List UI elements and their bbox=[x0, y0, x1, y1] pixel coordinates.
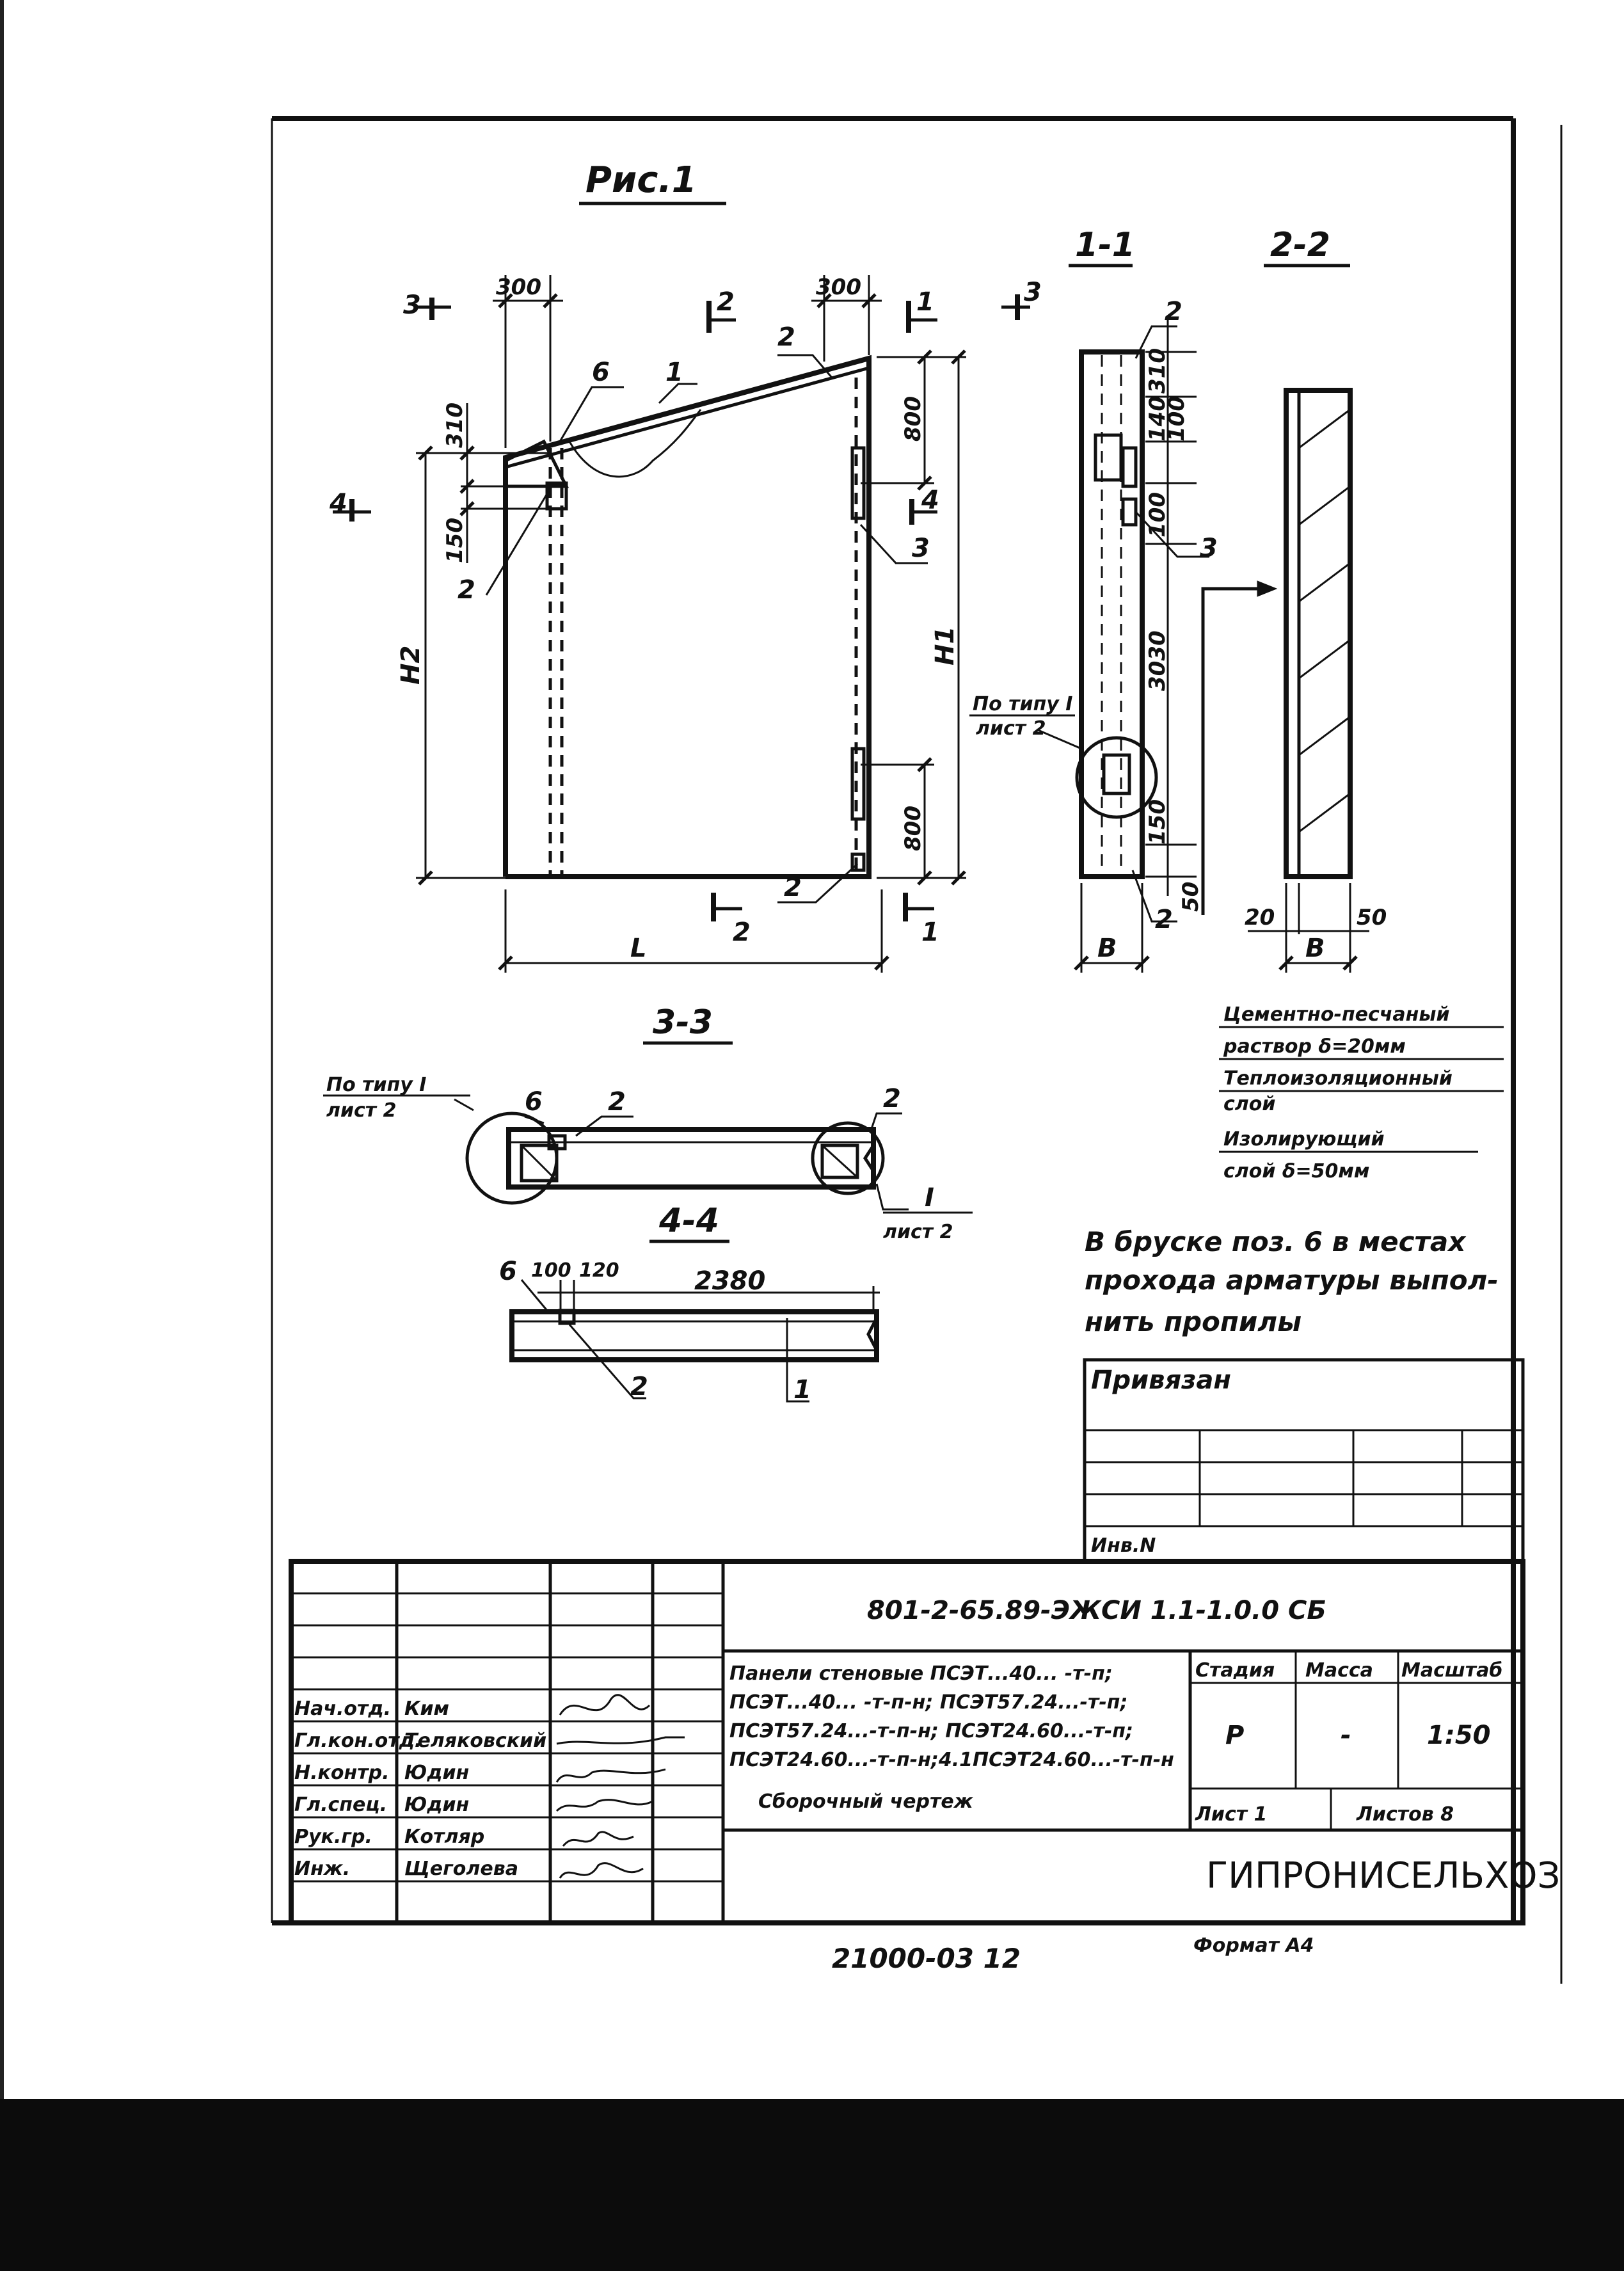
tb-mass-header: Масса bbox=[1305, 1659, 1373, 1682]
callout-1-main: 1 bbox=[665, 358, 683, 387]
tb-scale-value: 1:50 bbox=[1427, 1721, 1491, 1750]
callout-2-s33-left: 2 bbox=[608, 1087, 626, 1117]
layer-legend bbox=[1219, 1003, 1504, 1183]
section-4-4-title: 4-4 bbox=[659, 1202, 719, 1240]
tb-sheet: Лист 1 bbox=[1195, 1803, 1268, 1826]
type-ref-1-line2: лист 2 bbox=[976, 717, 1046, 740]
signature-1 bbox=[560, 1695, 649, 1715]
tb-name-1: Ким bbox=[404, 1698, 450, 1720]
callout-3-s11: 3 bbox=[1200, 534, 1218, 563]
tb-code: 801-2-65.89-ЭЖСИ 1.1-1.0.0 СБ bbox=[867, 1596, 1326, 1625]
callout-2-s11: 2 bbox=[1165, 297, 1182, 326]
tb-name-2: Теляковский bbox=[404, 1730, 547, 1752]
dim-300-left: 300 bbox=[496, 275, 541, 300]
section-mark-2-bottom: 2 bbox=[733, 918, 751, 947]
section-mark-4-right: 4 bbox=[921, 486, 939, 515]
dim-800-bottom: 800 bbox=[900, 806, 926, 851]
tb-desc-1: Панели стеновые ПСЭТ...40... -т-п; bbox=[729, 1662, 1113, 1685]
note-line-1: В бруске поз. 6 в местах bbox=[1085, 1226, 1466, 1257]
callout-3-main: 3 bbox=[912, 534, 930, 563]
tb-name-5: Котляр bbox=[404, 1826, 485, 1848]
dim-100-s11-b: 100 bbox=[1145, 492, 1170, 538]
tb-desc-3: ПСЭТ57.24...-т-п-н; ПСЭТ24.60...-т-п; bbox=[729, 1720, 1134, 1742]
callout-2-left: 2 bbox=[458, 575, 475, 605]
legend-line-3: Теплоизоляционный bbox=[1223, 1067, 1453, 1090]
type-ref-3-line2: лист 2 bbox=[326, 1099, 397, 1122]
dim-L: L bbox=[630, 934, 647, 963]
dim-120-s44: 120 bbox=[579, 1259, 619, 1282]
legend-line-5: Изолирующий bbox=[1223, 1128, 1385, 1151]
tb-mass-value: - bbox=[1341, 1721, 1351, 1750]
dim-310-main: 310 bbox=[442, 402, 468, 448]
binding-stamp-inv: Инв.N bbox=[1091, 1534, 1156, 1557]
callout-2-s44: 2 bbox=[630, 1372, 648, 1401]
legend-line-4: слой bbox=[1223, 1093, 1276, 1115]
legend-line-6: слой δ=50мм bbox=[1223, 1160, 1370, 1183]
tb-name-3: Юдин bbox=[404, 1762, 470, 1784]
callout-2-s33-right: 2 bbox=[883, 1084, 901, 1113]
legend-line-2: раствор δ=20мм bbox=[1223, 1035, 1406, 1058]
tb-role-6: Инж. bbox=[294, 1858, 351, 1880]
callout-6-s33: 6 bbox=[525, 1087, 543, 1117]
callout-6-main: 6 bbox=[592, 358, 610, 387]
dim-H1: H1 bbox=[930, 626, 960, 665]
tb-drawing-type: Сборочный чертеж bbox=[758, 1790, 973, 1813]
dim-100-s44: 100 bbox=[531, 1259, 571, 1282]
dim-50-s11: 50 bbox=[1178, 881, 1204, 912]
dim-100-s11: 100 bbox=[1164, 396, 1190, 442]
footer-format: Формат А4 bbox=[1193, 1934, 1314, 1957]
callout-6-s44: 6 bbox=[499, 1257, 517, 1286]
dim-800-top: 800 bbox=[900, 396, 926, 442]
footer-archive-number: 21000-03 12 bbox=[832, 1943, 1021, 1974]
binding-stamp-title: Привязан bbox=[1091, 1366, 1232, 1395]
dim-B-s11: В bbox=[1097, 934, 1117, 963]
signature-2 bbox=[557, 1737, 685, 1744]
tb-stage-header: Стадия bbox=[1195, 1659, 1275, 1682]
dim-2380-s44: 2380 bbox=[694, 1266, 766, 1296]
section-1-1-title: 1-1 bbox=[1075, 226, 1135, 264]
section-mark-1-top: 1 bbox=[916, 287, 934, 317]
dim-50-s22: 50 bbox=[1357, 905, 1387, 930]
section-mark-1-bottom: 1 bbox=[921, 918, 939, 947]
dim-150-main: 150 bbox=[442, 518, 468, 563]
section-mark-4-left: 4 bbox=[330, 489, 347, 518]
note-line-3: нить пропилы bbox=[1085, 1306, 1302, 1337]
tb-scale-header: Масштаб bbox=[1401, 1659, 1503, 1682]
signature-4 bbox=[557, 1800, 653, 1811]
signature-6 bbox=[560, 1863, 643, 1878]
tb-role-1: Нач.отд. bbox=[294, 1698, 391, 1720]
legend-line-1: Цементно-песчаный bbox=[1223, 1003, 1450, 1026]
section-2-2-title: 2-2 bbox=[1270, 226, 1330, 264]
callout-2-s11-bottom: 2 bbox=[1155, 905, 1173, 934]
tb-name-4: Юдин bbox=[404, 1794, 470, 1816]
section-mark-3-top: 3 bbox=[403, 291, 421, 320]
section-2-2 bbox=[1248, 390, 1369, 973]
node-ref-line2: лист 2 bbox=[883, 1221, 953, 1243]
tb-role-2: Гл.кон.отд. bbox=[294, 1730, 422, 1752]
tb-organization: ГИПРОНИСЕЛЬХОЗ bbox=[1206, 1855, 1561, 1897]
dim-140-s11: 140 bbox=[1145, 396, 1170, 442]
section-4-4 bbox=[512, 1280, 880, 1401]
dim-310-s11: 310 bbox=[1145, 348, 1170, 394]
tb-role-5: Рук.гр. bbox=[294, 1826, 372, 1848]
section-mark-2-top: 2 bbox=[717, 287, 735, 317]
tb-role-3: Н.контр. bbox=[294, 1762, 390, 1784]
scan-border bbox=[0, 2099, 1624, 2271]
callout-2-bottom: 2 bbox=[784, 873, 802, 902]
dim-20-s22: 20 bbox=[1245, 905, 1275, 930]
signature-3 bbox=[557, 1769, 665, 1782]
node-ref-line1: I bbox=[925, 1183, 934, 1213]
callout-1-s44: 1 bbox=[793, 1375, 811, 1405]
dim-300-right: 300 bbox=[816, 275, 861, 300]
dim-B-s22: В bbox=[1305, 934, 1325, 963]
dim-3030-s11: 3030 bbox=[1145, 630, 1170, 691]
dim-150-s11: 150 bbox=[1145, 799, 1170, 845]
type-ref-3-line1: По типу I bbox=[326, 1074, 427, 1096]
dim-H2: H2 bbox=[396, 645, 426, 685]
note-line-2: прохода арматуры выпол- bbox=[1085, 1264, 1499, 1296]
tb-name-6: Щеголева bbox=[404, 1858, 518, 1880]
figure-title: Рис.1 bbox=[585, 159, 697, 201]
tb-desc-2: ПСЭТ...40... -т-п-н; ПСЭТ57.24...-т-п; bbox=[729, 1691, 1128, 1714]
signature-5 bbox=[563, 1832, 633, 1846]
section-3-3-title: 3-3 bbox=[653, 1003, 713, 1042]
section-mark-3-top-right: 3 bbox=[1024, 278, 1042, 307]
scan-shadow-left bbox=[0, 0, 4, 2099]
tb-sheets: Листов 8 bbox=[1357, 1803, 1454, 1826]
callout-2-top: 2 bbox=[777, 323, 795, 352]
tb-stage-value: Р bbox=[1225, 1721, 1245, 1750]
tb-role-4: Гл.спец. bbox=[294, 1794, 387, 1816]
tb-desc-4: ПСЭТ24.60...-т-п-н;4.1ПСЭТ24.60...-т-п-н bbox=[729, 1749, 1174, 1771]
type-ref-1-line1: По типу I bbox=[973, 693, 1073, 715]
